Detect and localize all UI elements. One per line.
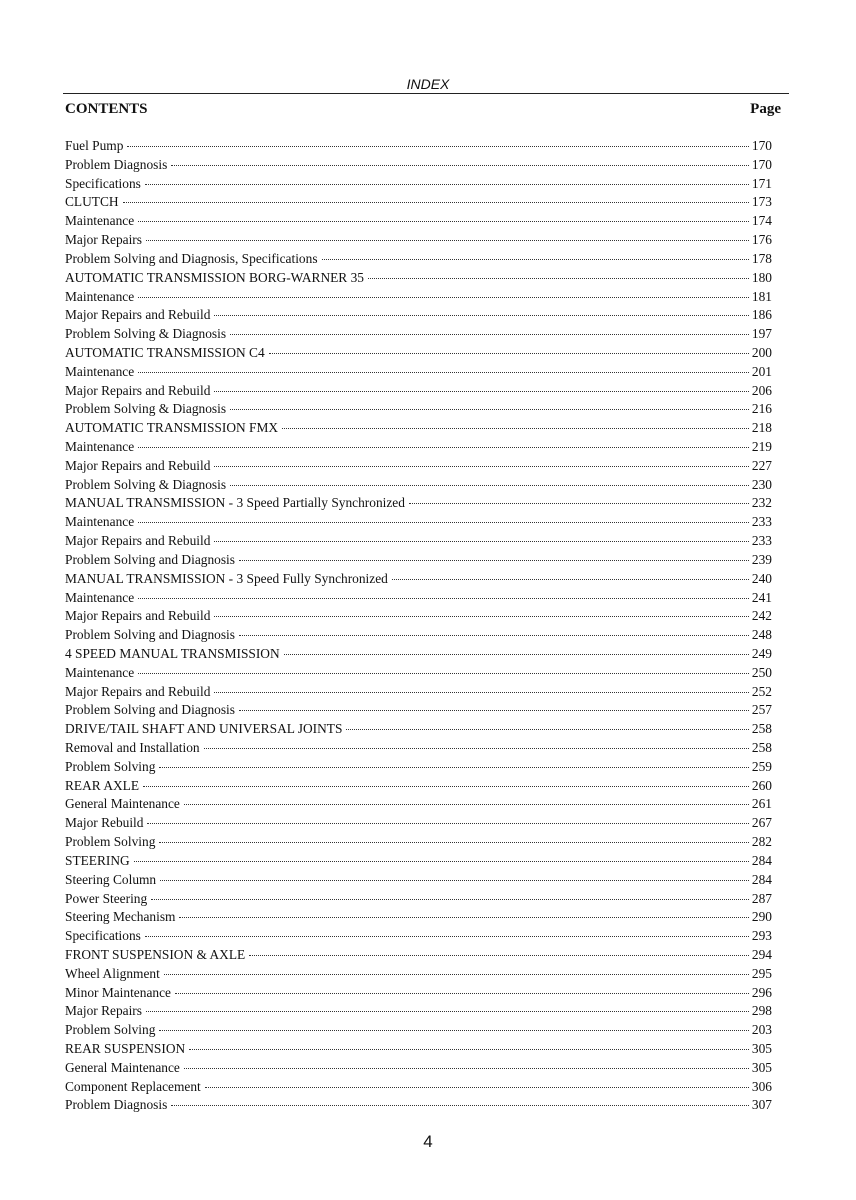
toc-entry-label: Problem Solving and Diagnosis [65, 551, 235, 567]
toc-entry-label: MANUAL TRANSMISSION - 3 Speed Fully Synchronized [65, 570, 388, 586]
page-column-heading: Page [750, 101, 781, 117]
toc-entry-label: Removal and Installation [65, 740, 200, 755]
toc-entry-page: 233 [751, 514, 772, 530]
dot-leader [159, 1030, 749, 1031]
toc-entry-page: 219 [751, 439, 772, 454]
toc-entry [65, 325, 772, 344]
toc-entry [65, 156, 772, 175]
toc-entry-page: 180 [751, 269, 772, 285]
toc-entry [65, 890, 772, 909]
toc-entry-label: MANUAL TRANSMISSION - 3 Speed Partially Synchronized [65, 495, 405, 511]
toc-entry-page: 293 [751, 928, 772, 944]
toc-entry [65, 137, 772, 156]
dot-leader [171, 165, 749, 166]
dot-leader [138, 447, 749, 448]
dot-leader [138, 372, 749, 373]
toc-entry-page: 284 [751, 871, 772, 887]
toc-entry [65, 306, 772, 325]
toc-entry [65, 1002, 772, 1021]
toc-entry [65, 476, 772, 495]
toc-entry-label: Problem Diagnosis [65, 1097, 168, 1113]
toc-entry [65, 645, 772, 664]
toc-entry-label: Major Repairs and Rebuild [65, 608, 211, 624]
toc-entry-label: Maintenance [65, 589, 135, 605]
dot-leader [159, 842, 749, 843]
dot-leader [123, 202, 749, 203]
dot-leader [214, 315, 748, 316]
toc-entry [65, 683, 772, 702]
toc-entry-label: Problem Solving & Diagnosis [65, 401, 227, 417]
toc-entry-label: AUTOMATIC TRANSMISSION BORG-WARNER 35 [65, 269, 364, 285]
contents-heading: CONTENTS [65, 101, 148, 117]
dot-leader [147, 823, 748, 824]
toc-entry [65, 833, 772, 852]
toc-entry [65, 607, 772, 626]
dot-leader [409, 503, 749, 504]
dot-leader [284, 654, 749, 655]
table-of-contents [65, 137, 772, 1115]
dot-leader [138, 297, 749, 298]
toc-entry-page: 287 [751, 890, 772, 906]
toc-entry [65, 494, 772, 513]
toc-entry [65, 570, 772, 589]
toc-entry-label: Power Steering [65, 890, 148, 906]
toc-entry [65, 1021, 772, 1040]
toc-entry-page: 260 [751, 777, 772, 793]
toc-entry-page: 284 [751, 852, 772, 868]
dot-leader [322, 259, 749, 260]
toc-entry-label: STEERING [65, 852, 130, 868]
dot-leader [164, 974, 749, 975]
dot-leader [214, 466, 748, 467]
dot-leader [171, 1105, 749, 1106]
toc-entry-page: 203 [751, 1022, 772, 1038]
toc-entry-page: 181 [751, 288, 772, 304]
dot-leader [146, 240, 749, 241]
toc-entry-label: CLUTCH [65, 194, 119, 210]
toc-entry-page: 282 [751, 834, 772, 850]
toc-entry-label: Specifications [65, 175, 141, 191]
toc-entry [65, 457, 772, 476]
dot-leader [204, 748, 749, 749]
dot-leader [159, 767, 749, 768]
toc-entry-label: REAR AXLE [65, 777, 140, 793]
toc-entry-label: 4 SPEED MANUAL TRANSMISSION [65, 645, 280, 661]
toc-entry [65, 626, 772, 645]
toc-entry [65, 363, 772, 382]
dot-leader [214, 541, 748, 542]
toc-entry-page: 170 [751, 156, 772, 172]
toc-entry-page: 298 [751, 1003, 772, 1019]
toc-entry [65, 513, 772, 532]
toc-entry-page: 257 [751, 702, 772, 718]
toc-entry-label: REAR SUSPENSION [65, 1041, 186, 1056]
toc-entry [65, 664, 772, 683]
dot-leader [184, 804, 749, 805]
toc-entry [65, 193, 772, 212]
toc-entry [65, 438, 772, 457]
running-header: INDEX [406, 76, 450, 92]
toc-entry-page: 239 [751, 551, 772, 567]
toc-entry-page: 259 [751, 758, 772, 774]
toc-entry-label: Major Repairs and Rebuild [65, 457, 211, 473]
toc-entry-page: 305 [751, 1059, 772, 1075]
toc-entry-label: Problem Solving and Diagnosis [65, 627, 235, 643]
toc-entry-label: Problem Solving [65, 1022, 156, 1038]
dot-leader [230, 409, 749, 410]
dot-leader [239, 560, 749, 561]
toc-entry [65, 758, 772, 777]
dot-leader [160, 880, 749, 881]
toc-entry [65, 946, 772, 965]
dot-leader [346, 729, 749, 730]
toc-entry [65, 1059, 772, 1078]
dot-leader [249, 955, 749, 956]
toc-entry-page: 186 [751, 307, 772, 323]
toc-entry [65, 720, 772, 739]
toc-entry-label: Problem Solving & Diagnosis [65, 476, 227, 492]
toc-entry-label: Problem Solving and Diagnosis, Specifications [65, 250, 318, 266]
toc-entry-page: 197 [751, 326, 772, 342]
dot-leader [138, 673, 749, 674]
toc-entry-label: Specifications [65, 928, 141, 944]
toc-entry-page: 178 [751, 250, 772, 266]
toc-entry [65, 175, 772, 194]
toc-entry-page: 252 [751, 683, 772, 699]
dot-leader [138, 522, 749, 523]
toc-entry-label: AUTOMATIC TRANSMISSION FMX [65, 420, 279, 436]
toc-entry-label: AUTOMATIC TRANSMISSION C4 [65, 344, 265, 360]
dot-leader [269, 353, 749, 354]
toc-entry [65, 814, 772, 833]
dot-leader [127, 146, 748, 147]
toc-entry-page: 171 [751, 175, 772, 191]
dot-leader [230, 334, 749, 335]
toc-entry-label: Major Repairs and Rebuild [65, 307, 211, 323]
dot-leader [189, 1049, 749, 1050]
toc-entry-label: General Maintenance [65, 796, 180, 812]
toc-entry-page: 248 [751, 627, 772, 643]
toc-entry-label: Wheel Alignment [65, 965, 160, 981]
dot-leader [214, 616, 748, 617]
toc-entry-page: 290 [751, 909, 772, 925]
dot-leader [151, 899, 749, 900]
toc-entry-label: Maintenance [65, 664, 135, 680]
toc-entry-page: 206 [751, 382, 772, 398]
dot-leader [145, 184, 749, 185]
toc-entry-page: 294 [751, 946, 772, 962]
toc-entry-page: 240 [751, 570, 772, 586]
toc-entry-label: Major Repairs [65, 232, 142, 248]
toc-entry-label: Maintenance [65, 514, 135, 530]
toc-entry-page: 306 [751, 1078, 772, 1094]
toc-entry-label: Problem Solving and Diagnosis [65, 702, 235, 718]
toc-entry [65, 288, 772, 307]
toc-entry-label: Maintenance [65, 288, 135, 304]
toc-entry [65, 927, 772, 946]
toc-entry-page: 218 [751, 420, 772, 436]
toc-entry-page: 305 [751, 1041, 772, 1056]
dot-leader [392, 579, 749, 580]
dot-leader [146, 1011, 749, 1012]
toc-entry-page: 307 [751, 1097, 772, 1113]
toc-entry-page: 176 [751, 232, 772, 248]
dot-leader [184, 1068, 749, 1069]
toc-entry-page: 249 [751, 645, 772, 661]
toc-entry-page: 233 [751, 533, 772, 549]
toc-entry-page: 295 [751, 965, 772, 981]
dot-leader [143, 786, 749, 787]
toc-entry-page: 230 [751, 476, 772, 492]
toc-entry [65, 250, 772, 269]
dot-leader [175, 993, 749, 994]
dot-leader [282, 428, 749, 429]
toc-entry-page: 201 [751, 363, 772, 379]
toc-entry-label: Major Rebuild [65, 815, 144, 831]
toc-entry [65, 871, 772, 890]
toc-entry-label: Component Replacement [65, 1078, 201, 1094]
toc-entry [65, 419, 772, 438]
toc-entry-label: General Maintenance [65, 1059, 180, 1075]
dot-leader [368, 278, 749, 279]
toc-entry-label: FRONT SUSPENSION & AXLE [65, 946, 246, 962]
toc-entry [65, 344, 772, 363]
toc-entry [65, 1078, 772, 1097]
dot-leader [138, 598, 749, 599]
toc-entry-label: Steering Column [65, 871, 157, 887]
toc-entry-page: 296 [751, 984, 772, 1000]
header-rule [63, 93, 789, 94]
toc-entry [65, 795, 772, 814]
toc-entry [65, 965, 772, 984]
toc-entry-page: 250 [751, 664, 772, 680]
toc-entry-label: Steering Mechanism [65, 909, 176, 925]
toc-entry-page: 170 [751, 138, 772, 153]
toc-entry [65, 382, 772, 401]
toc-entry-page: 267 [751, 815, 772, 831]
toc-entry [65, 400, 772, 419]
toc-entry-label: Maintenance [65, 439, 135, 454]
toc-entry [65, 589, 772, 608]
toc-entry-page: 232 [751, 495, 772, 511]
toc-entry-label: Problem Solving [65, 834, 156, 850]
dot-leader [214, 692, 748, 693]
toc-entry-label: Maintenance [65, 213, 135, 229]
toc-entry-page: 242 [751, 608, 772, 624]
toc-entry-page: 258 [751, 721, 772, 737]
toc-entry-page: 241 [751, 589, 772, 605]
toc-entry [65, 1040, 772, 1059]
toc-entry-label: Major Repairs and Rebuild [65, 683, 211, 699]
toc-entry-label: Major Repairs and Rebuild [65, 533, 211, 549]
toc-entry-label: Minor Maintenance [65, 984, 171, 1000]
dot-leader [239, 635, 749, 636]
toc-entry-label: DRIVE/TAIL SHAFT AND UNIVERSAL JOINTS [65, 721, 343, 737]
toc-entry-label: Major Repairs [65, 1003, 142, 1019]
toc-entry-label: Maintenance [65, 363, 135, 379]
toc-entry-label: Major Repairs and Rebuild [65, 382, 211, 398]
toc-entry [65, 739, 772, 758]
toc-entry-page: 216 [751, 401, 772, 417]
page-number: 4 [423, 1132, 433, 1151]
toc-entry-page: 173 [751, 194, 772, 210]
toc-entry [65, 1096, 772, 1115]
toc-entry-page: 200 [751, 344, 772, 360]
toc-entry [65, 984, 772, 1003]
toc-entry-label: Problem Solving & Diagnosis [65, 326, 227, 342]
toc-entry [65, 551, 772, 570]
toc-entry-page: 174 [751, 213, 772, 229]
toc-entry [65, 532, 772, 551]
dot-leader [134, 861, 749, 862]
toc-entry [65, 212, 772, 231]
dot-leader [230, 485, 749, 486]
toc-entry [65, 269, 772, 288]
dot-leader [138, 221, 749, 222]
dot-leader [205, 1087, 749, 1088]
toc-entry-label: Problem Solving [65, 758, 156, 774]
dot-leader [145, 936, 749, 937]
toc-entry [65, 777, 772, 796]
toc-entry-page: 258 [751, 740, 772, 755]
toc-entry-page: 227 [751, 457, 772, 473]
toc-entry-label: Problem Diagnosis [65, 156, 168, 172]
dot-leader [179, 917, 748, 918]
toc-entry-label: Fuel Pump [65, 138, 124, 153]
toc-entry [65, 908, 772, 927]
toc-entry [65, 852, 772, 871]
toc-entry [65, 701, 772, 720]
dot-leader [214, 391, 748, 392]
dot-leader [239, 710, 749, 711]
toc-entry-page: 261 [751, 796, 772, 812]
toc-entry [65, 231, 772, 250]
